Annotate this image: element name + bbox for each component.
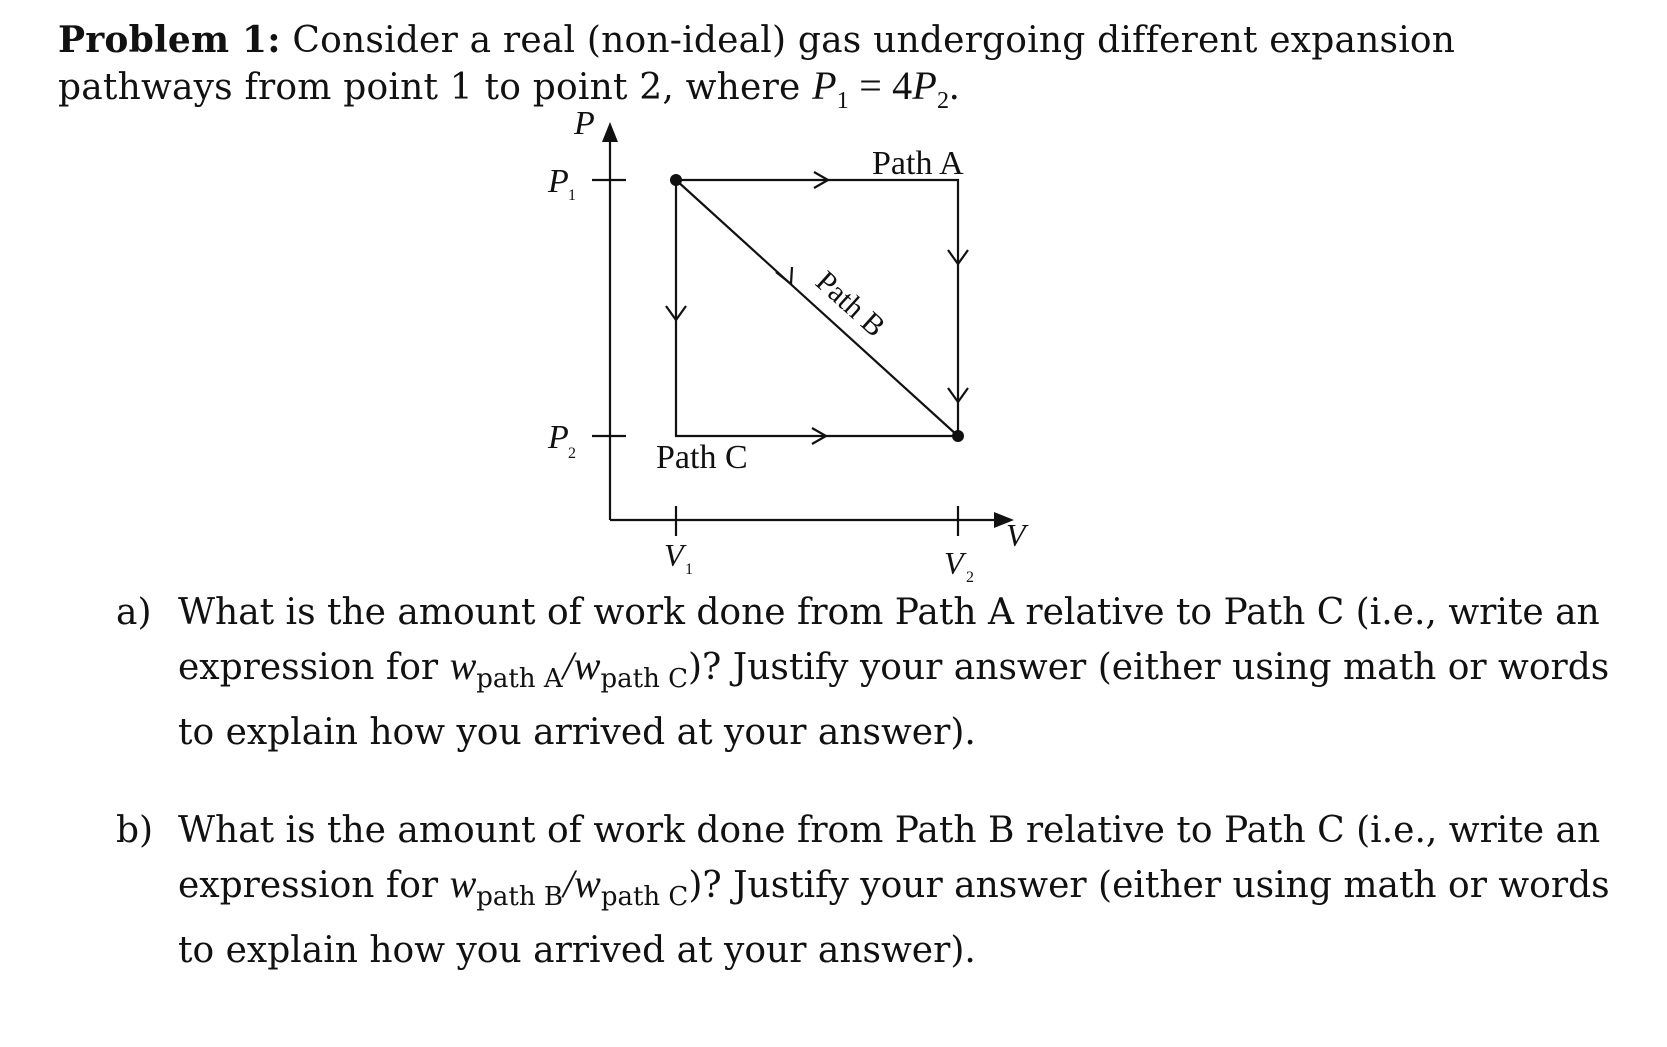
v1-sub: 1 bbox=[685, 561, 693, 578]
question-b-label: b) bbox=[116, 810, 154, 851]
y-axis-arrowhead bbox=[602, 122, 618, 142]
path-b-label: Path B bbox=[809, 264, 892, 344]
path-a-label: Path A bbox=[872, 145, 964, 182]
path-c-label: Path C bbox=[656, 439, 748, 476]
path-b-line bbox=[676, 180, 958, 436]
v1-label: V bbox=[664, 537, 684, 573]
question-b bbox=[116, 804, 1646, 977]
y-axis-label: P bbox=[574, 112, 595, 142]
question-b-text: What is the amount of work done from Path B relative to Path C (i.e., write an expression for $w_{path B}/w_{path C}$)? Justify your answer (either using math or words to explain how you arrived at your answer). bbox=[178, 810, 1610, 971]
v2-sub: 2 bbox=[966, 569, 974, 586]
p1-sub: 1 bbox=[568, 187, 576, 204]
p1-label: P bbox=[548, 163, 569, 200]
point-2 bbox=[952, 430, 964, 442]
x-axis-label: V bbox=[1006, 517, 1026, 553]
question-a bbox=[116, 586, 1646, 759]
pressure-relation: $P_1 = 4P_2$. bbox=[812, 63, 960, 114]
problem-label: Problem 1: bbox=[58, 19, 281, 61]
point-1 bbox=[670, 174, 682, 186]
problem-text: Consider a real (non-ideal) gas undergoing different expansion pathways from point 1 to point 2, where bbox=[58, 20, 1456, 108]
question-a-label: a) bbox=[116, 592, 152, 633]
v2-label: V bbox=[944, 545, 964, 581]
p2-label: P bbox=[548, 419, 569, 456]
path-b-arrow bbox=[776, 267, 792, 284]
pv-diagram bbox=[540, 112, 1060, 592]
problem-statement bbox=[58, 18, 1618, 124]
p2-sub: 2 bbox=[568, 445, 576, 462]
question-a-text: What is the amount of work done from Path A relative to Path C (i.e., write an expression for $w_{path A}/w_{path C}$)? Justify your answer (either using math or words to explain how you arrived at your answer). bbox=[178, 592, 1610, 753]
